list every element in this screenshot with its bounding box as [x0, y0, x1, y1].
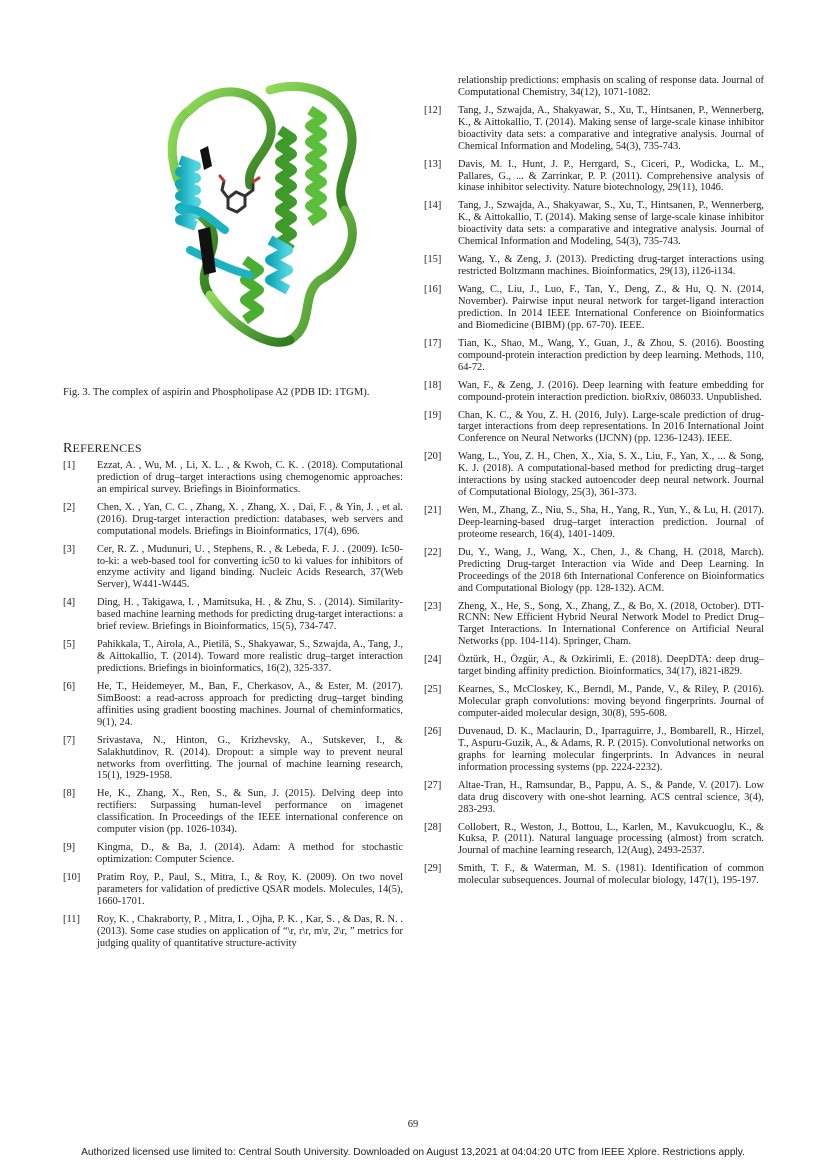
reference-text: Wen, M., Zhang, Z., Niu, S., Sha, H., Yang, R., Yun, Y., & Lu, H. (2017). Deep-learning-based drug–target interaction prediction. Journal of proteome research, 16(4), 1401-1409. [458, 505, 764, 540]
reference-item [63, 502, 403, 538]
reference-text: Smith, T. F., & Waterman, M. S. (1981). Identification of common molecular subsequences. Journal of molecular biology, 147(1), 195-197. [458, 863, 764, 887]
reference-number: [11] [63, 913, 80, 925]
reference-number: [4] [63, 597, 76, 609]
reference-item [424, 547, 764, 595]
reference-item [63, 735, 403, 783]
protein-structure-figure [150, 70, 380, 360]
reference-text: Du, Y., Wang, J., Wang, X., Chen, J., & Chang, H. (2018, March). Predicting Drug-target Interaction via Wide and Deep Learning. In Proceedings of the 2018 6th International Conference on Bioinformatics and Computational Biology (pp. 128-132). ACM. [458, 546, 764, 594]
reference-item [424, 105, 764, 153]
reference-item [424, 380, 764, 404]
reference-number: [5] [63, 639, 76, 651]
reference-text: Pratim Roy, P., Paul, S., Mitra, I., & Roy, K. (2009). On two novel parameters for validation of predictive QSAR models. Molecules, 14(5), 1660-1701. [97, 872, 403, 907]
reference-text: Chen, X. , Yan, C. C. , Zhang, X. , Zhang, X. , Dai, F. , & Yin, J. , et al. (2016). Drug-target interaction prediction: databases, web servers and computational models. Briefings in Bioinformatics, 17(4), 696. [97, 501, 403, 537]
reference-item [63, 914, 403, 950]
reference-number: [15] [424, 254, 442, 266]
reference-text: Cer, R. Z. , Mudunuri, U. , Stephens, R. , & Lebeda, F. J. . (2009). Ic50-to-ki: a web-based tool for converting ic50 to ki values for inhibitors of enzyme activity and ligand binding. Nucleic Acids Research, 37(Web Server), W441-W445. [97, 543, 403, 591]
references-heading [63, 441, 142, 457]
reference-number: [16] [424, 284, 442, 296]
reference-number: [14] [424, 200, 442, 212]
reference-number: [12] [424, 104, 442, 116]
license-footer: Authorized licensed use limited to: Central South University. Downloaded on August 13,2021 at 04:04:20 UTC from IEEE Xplore. Restrictions apply. [81, 1147, 745, 1158]
reference-number: [13] [424, 158, 442, 170]
reference-item [63, 460, 403, 496]
reference-text: Kingma, D., & Ba, J. (2014). Adam: A method for stochastic optimization: Computer Science. [97, 842, 403, 866]
reference-item [424, 601, 764, 649]
references-heading-initial: R [63, 441, 73, 456]
reference-item [424, 863, 764, 887]
reference-number: [17] [424, 337, 442, 349]
reference-text: Chan, K. C., & You, Z. H. (2016, July). Large-scale prediction of drug-target interactions from deep representations. In 2016 International Joint Conference on Neural Networks (IJCNN) (pp. 1236-1243). IEEE. [458, 409, 764, 445]
reference-item [424, 654, 764, 678]
reference-text: He, T., Heidemeyer, M., Ban, F., Cherkasov, A., & Ester, M. (2017). SimBoost: a read-across approach for predicting drug–target binding affinities using gradient boosting machines. Journal of cheminformatics, 9(1), 24. [97, 680, 403, 728]
reference-text: He, K., Zhang, X., Ren, S., & Sun, J. (2015). Delving deep into rectifiers: Surpassing human-level performance on imagenet classification. In Proceedings of the IEEE international conference on computer vision (pp. 1026-1034). [97, 788, 403, 836]
reference-number: [9] [63, 842, 76, 854]
reference-number: [1] [63, 460, 76, 471]
reference-text: Wang, L., You, Z. H., Chen, X., Xia, S. X., Liu, F., Yan, X., ... & Song, K. J. (2018). A computational-based method for predicting drug–target interactions by using stacked autoencoder deep neural network. Journal of Computational Biology, 25(3), 361-373. [458, 451, 764, 499]
reference-number: [22] [424, 546, 442, 558]
reference-item [424, 338, 764, 374]
reference-item [424, 684, 764, 720]
references-left-column [63, 460, 403, 956]
references-right-column [424, 75, 764, 893]
reference-item [424, 200, 764, 248]
reference-item [424, 254, 764, 278]
reference-text: Wang, C., Liu, J., Luo, F., Tan, Y., Deng, Z., & Hu, Q. N. (2014, November). Pairwise input neural network for target-ligand interaction prediction. In 2014 IEEE International Conference on Bioinformatics and Biomedicine (BIBM) (pp. 67-70). IEEE. [458, 284, 764, 331]
reference-number: [26] [424, 726, 442, 737]
reference-item [424, 505, 764, 541]
reference-text: Ezzat, A. , Wu, M. , Li, X. L. , & Kwoh, C. K. . (2018). Computational prediction of drug–target interactions using chemogenomic approaches: an empirical survey. Briefings in Bioinformatics. [97, 460, 403, 495]
reference-text: Altae-Tran, H., Ramsundar, B., Pappu, A. S., & Pande, V. (2017). Low data drug discovery with one-shot learning. ACS central science, 3(4), 283-293. [458, 779, 764, 815]
reference-number: [7] [63, 734, 76, 746]
reference-number: [21] [424, 505, 442, 517]
reference-item [63, 639, 403, 675]
reference-text: Davis, M. I., Hunt, J. P., Herrgard, S., Ciceri, P., Wodicka, L. M., Pallares, G., ... & Zarrinkar, P. P. (2011). Comprehensive analysis of kinase inhibitor selectivity. Nature biotechnology, 29(11), 1046. [458, 158, 764, 194]
reference-text: Ding, H. , Takigawa, I. , Mamitsuka, H. , & Zhu, S. . (2014). Similarity-based machine learning methods for predicting drug-target interactions: a brief review. Briefings in Bioinformatics, 15(5), 734-747. [97, 597, 403, 633]
reference-text: Collobert, R., Weston, J., Bottou, L., Karlen, M., Kavukcuoglu, K., & Kuksa, P. (2011). Natural language processing (almost) from scratch. Journal of machine learning research, 12(Aug), 2493-2537. [458, 821, 764, 857]
reference-text: Roy, K. , Chakraborty, P. , Mitra, I. , Ojha, P. K. , Kar, S. , & Das, R. N. . (2013). Some case studies on application of “\r, r\r, m\r, 2\r, ” metrics for judging quality of quantitative structure-activity [97, 913, 403, 949]
reference-item [63, 788, 403, 836]
reference-item [424, 410, 764, 446]
references-heading-rest: EFERENCES [72, 441, 142, 455]
reference-item [63, 681, 403, 729]
reference-number: [23] [424, 600, 442, 612]
reference-text: Pahikkala, T., Airola, A., Pietilä, S., Shakyawar, S., Szwajda, A., Tang, J., & Aittokallio, T. (2014). Toward more realistic drug–target interaction predictions. Briefings in bioinformatics, 16(2), 325-337. [97, 639, 403, 674]
reference-item [63, 597, 403, 633]
reference-number: [24] [424, 654, 442, 666]
reference-continuation: relationship predictions: emphasis on scaling of response data. Journal of Computational Chemistry, 34(12), 1071-1082. [458, 75, 764, 98]
reference-text: Wan, F., & Zeng, J. (2016). Deep learning with feature embedding for compound-protein interaction prediction. bioRxiv, 086033. Unpublished. [458, 379, 764, 403]
reference-text: Kearnes, S., McCloskey, K., Berndl, M., Pande, V., & Riley, P. (2016). Molecular graph convolutions: moving beyond fingerprints. Journal of computer-aided molecular design, 30(8), 595-608. [458, 684, 764, 719]
reference-text: Duvenaud, D. K., Maclaurin, D., Iparraguirre, J., Bombarell, R., Hirzel, T., Aspuru-Guzik, A., & Adams, R. P. (2015). Convolutional networks on graphs for learning molecular fingerprints. In Advances in neural information processing systems (pp. 2224-2232). [458, 726, 764, 773]
reference-number: [10] [63, 872, 81, 884]
reference-number: [20] [424, 451, 442, 463]
reference-item [63, 544, 403, 592]
figure-caption: Fig. 3. The complex of aspirin and Phospholipase A2 (PDB ID: 1TGM). [63, 387, 370, 398]
reference-text: Wang, Y., & Zeng, J. (2013). Predicting drug-target interactions using restricted Boltzmann machines. Bioinformatics, 29(13), i126-i134. [458, 254, 764, 278]
reference-item [424, 451, 764, 499]
reference-number: [29] [424, 863, 442, 875]
reference-text: Tang, J., Szwajda, A., Shakyawar, S., Xu, T., Hintsanen, P., Wennerberg, K., & Aittokallio, T. (2014). Making sense of large-scale kinase inhibitor bioactivity data sets: a comparative and integrative analysis. Journal of Chemical Information and Modeling, 54(3), 735-743. [458, 104, 764, 152]
page-number: 69 [407, 1119, 419, 1130]
reference-number: [18] [424, 379, 442, 391]
reference-text: Öztürk, H., Özgür, A., & Ozkirimli, E. (2018). DeepDTA: deep drug–target binding affinity prediction. Bioinformatics, 34(17), i821-i829. [458, 654, 764, 678]
reference-item [424, 822, 764, 858]
reference-text: Srivastava, N., Hinton, G., Krizhevsky, A., Sutskever, I., & Salakhutdinov, R. (2014). Dropout: a simple way to prevent neural networks from overfitting. The journal of machine learning research, 15(1), 1929-1958. [97, 734, 403, 782]
reference-number: [19] [424, 409, 442, 421]
reference-item [63, 872, 403, 908]
reference-number: [3] [63, 543, 76, 555]
reference-item [63, 842, 403, 866]
reference-number: [8] [63, 788, 76, 800]
reference-text: Zheng, X., He, S., Song, X., Zhang, Z., & Bo, X. (2018, October). DTI-RCNN: New Efficient Hybrid Neural Network Model to Predict Drug–Target Interactions. In International Conference on Artificial Neural Networks (pp. 104-114). Springer, Cham. [458, 600, 764, 648]
reference-text: Tang, J., Szwajda, A., Shakyawar, S., Xu, T., Hintsanen, P., Wennerberg, K., & Aittokallio, T. (2014). Making sense of large-scale kinase inhibitor bioactivity data sets: a comparative and integrative analysis. Journal of Chemical Information and Modeling, 54(3), 735-743. [458, 200, 764, 248]
reference-text: Tian, K., Shao, M., Wang, Y., Guan, J., & Zhou, S. (2016). Boosting compound-protein interaction prediction by deep learning. Methods, 110, 64-72. [458, 337, 764, 373]
reference-number: [6] [63, 680, 76, 692]
reference-number: [25] [424, 684, 442, 696]
reference-item [424, 284, 764, 332]
reference-number: [28] [424, 821, 442, 833]
reference-number: [27] [424, 779, 442, 791]
reference-number: [2] [63, 501, 76, 513]
reference-item [424, 780, 764, 816]
reference-item [424, 726, 764, 774]
reference-item [424, 159, 764, 195]
